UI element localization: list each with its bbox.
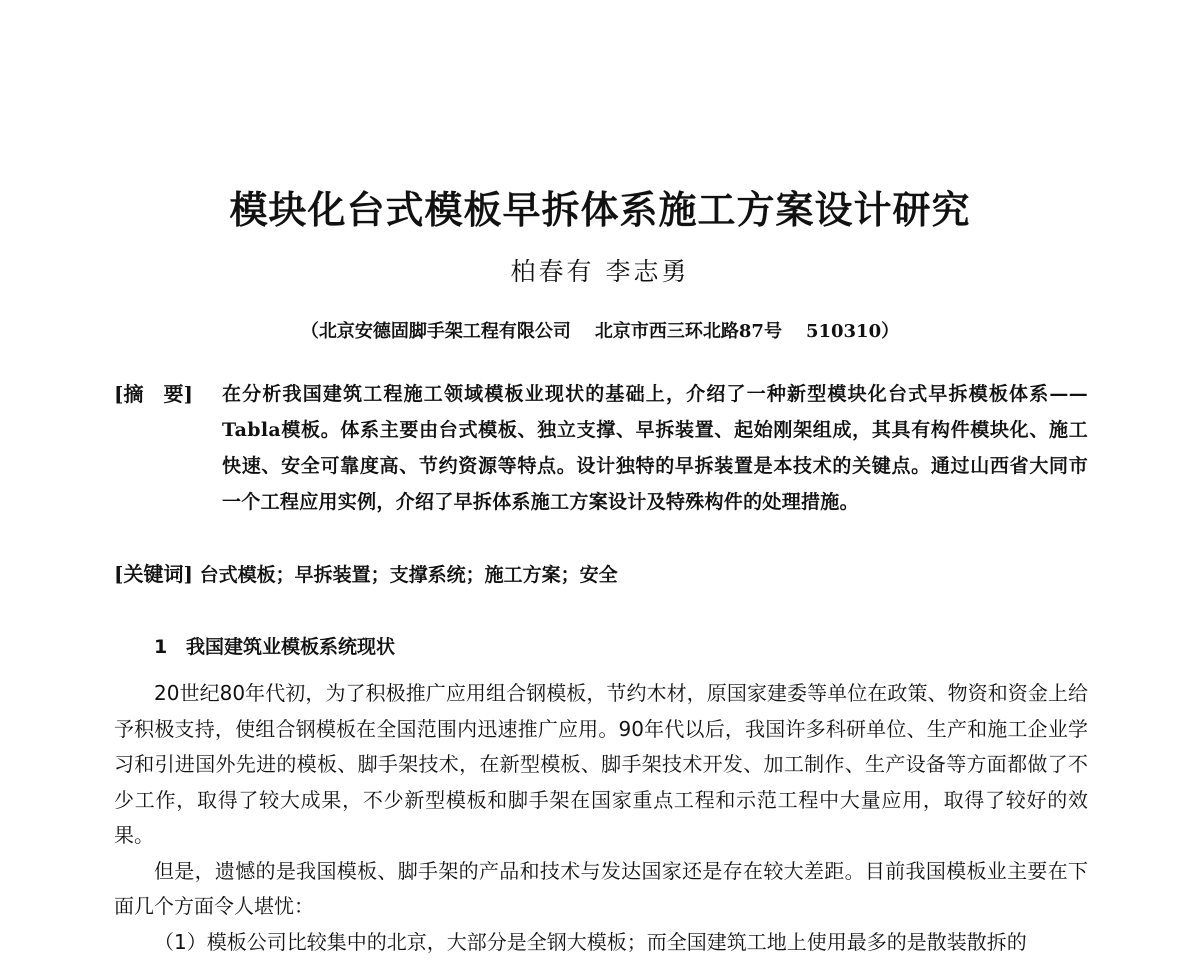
affiliation-postcode: 510310 <box>806 321 881 342</box>
abstract-label: [摘 要] <box>114 376 193 412</box>
affiliation-address: 北京市西三环北路87号 <box>595 321 782 342</box>
author-affiliation <box>0 318 1200 346</box>
keywords-block <box>114 556 1088 593</box>
body-paragraph: （1）模板公司比较集中的北京，大部分是全钢大模板；而全国建筑工地上使用最多的是散装散拆的 <box>114 925 1088 960</box>
paper-title: 模块化台式模板早拆体系施工方案设计研究 <box>0 186 1200 234</box>
abstract-text: 在分析我国建筑工程施工领域模板业现状的基础上，介绍了一种新型模块化台式早拆模板体系——Tabla模板。体系主要由台式模板、独立支撑、早拆装置、起始刚架组成，其具有构件模块化、施工快速、安全可靠度高、节约资源等特点。设计独特的早拆装置是本技术的关键点。通过山西省大同市一个工程应用实例，介绍了早拆体系施工方案设计及特殊构件的处理措施。 <box>222 376 1088 520</box>
section-number: 1 <box>154 632 186 662</box>
section-heading <box>154 632 395 662</box>
body-paragraph: 20世纪80年代初，为了积极推广应用组合钢模板，节约木材，原国家建委等单位在政策、物资和资金上给予积极支持，使组合钢模板在全国范围内迅速推广应用。90年代以后，我国许多科研单位、生产和施工企业学习和引进国外先进的模板、脚手架技术，在新型模板、脚手架技术开发、加工制作、生产设备等方面都做了不少工作，取得了较大成果，不少新型模板和脚手架在国家重点工程和示范工程中大量应用，取得了较好的效果。 <box>114 676 1088 854</box>
affiliation-organization: 北京安德固脚手架工程有限公司 <box>319 321 571 342</box>
affiliation-close-paren: ） <box>881 321 899 342</box>
paper-authors: 柏春有 李志勇 <box>0 255 1200 289</box>
affiliation-open-paren: （ <box>301 321 319 342</box>
keywords-label: [关键词] <box>114 562 193 586</box>
body-text <box>114 676 1088 960</box>
body-paragraph: 但是，遗憾的是我国模板、脚手架的产品和技术与发达国家还是存在较大差距。目前我国模板业主要在下面几个方面令人堪忧： <box>114 854 1088 925</box>
keywords-text: 台式模板；早拆装置；支撑系统；施工方案；安全 <box>200 564 618 586</box>
section-title: 我国建筑业模板系统现状 <box>186 636 395 658</box>
